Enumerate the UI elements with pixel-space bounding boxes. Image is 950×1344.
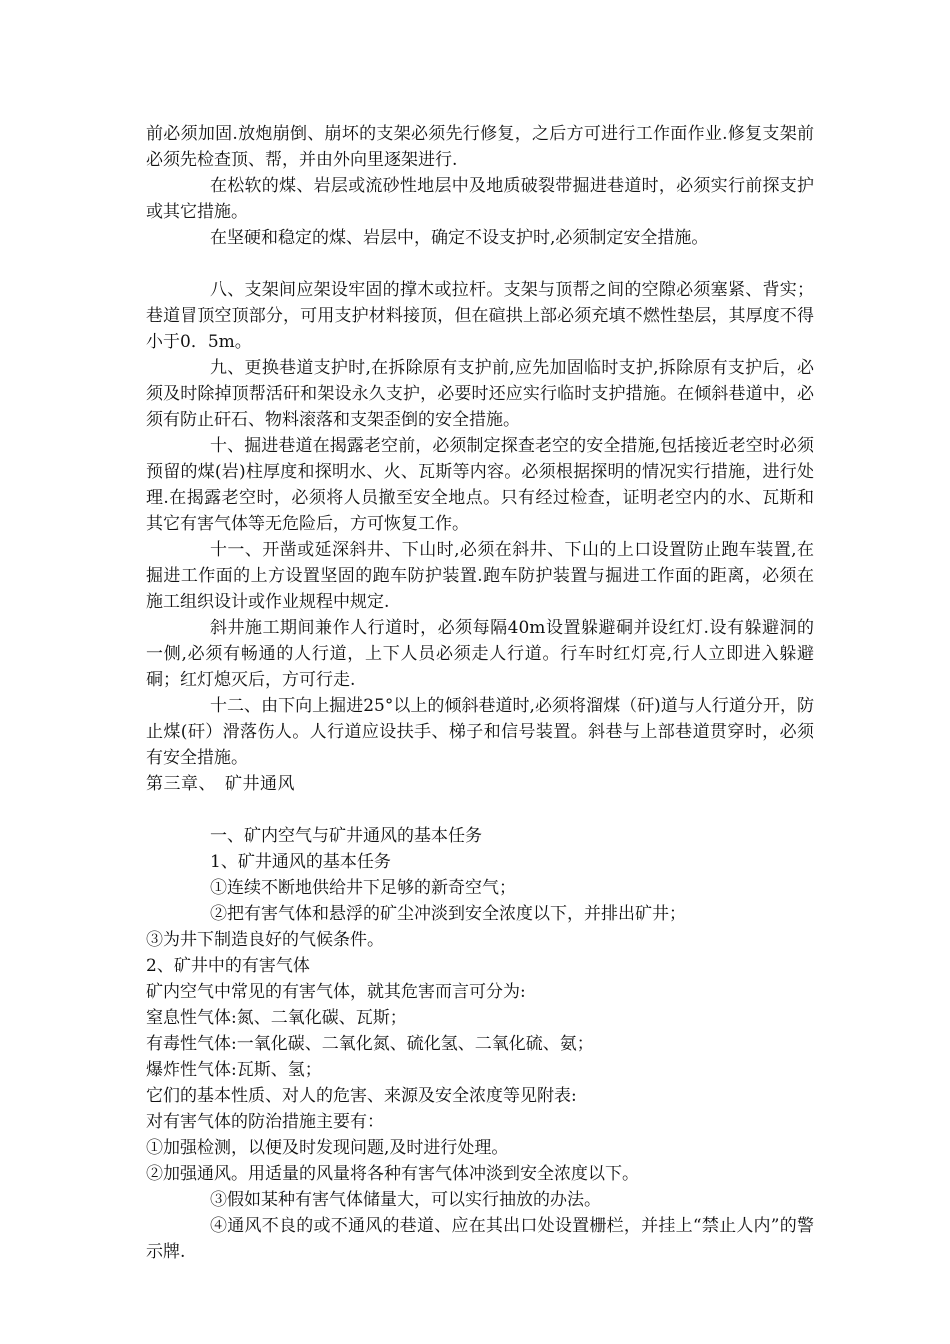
list-item: ③假如某种有害气体储量大，可以实行抽放的办法。 <box>210 1190 601 1210</box>
list-item: ①连续不断地供给井下足够的新奇空气； <box>210 878 516 898</box>
paragraph: 有毒性气体:一氧化碳、二氧化氮、硫化氢、二氧化硫、氨； <box>146 1034 594 1054</box>
blank-line <box>146 251 814 277</box>
blank-line <box>146 797 814 823</box>
paragraph: 爆炸性气体:瓦斯、氢； <box>146 1060 322 1080</box>
paragraph: 前必须加固.放炮崩倒、崩坏的支架必须先行修复，之后方可进行工作面作业.修复支架前必须先检查顶、帮，并由外向里逐架进行. <box>146 124 814 170</box>
section-heading: 一、矿内空气与矿井通风的基本任务 <box>210 826 482 846</box>
list-item: ②把有害气体和悬浮的矿尘冲淡到安全浓度以下，并排出矿井； <box>210 904 686 924</box>
chapter-heading: 第三章、 矿井通风 <box>146 774 295 794</box>
paragraph: 十、掘进巷道在揭露老空前，必须制定探查老空的安全措施,包括接近老空时必须预留的煤(岩)柱厚度和探明水、火、瓦斯等内容。必须根据探明的情况实行措施，进行处理.在揭露老空时，必须将人员撤至安全地点。只有经过检查，证明老空内的水、瓦斯和其它有害气体等无危险后，方可恢复工作。 <box>146 436 814 534</box>
list-item: ②加强通风。用适量的风量将各种有害气体冲淡到安全浓度以下。 <box>146 1164 639 1184</box>
paragraph: 在松软的煤、岩层或流砂性地层中及地质破裂带掘进巷道时，必须实行前探支护或其它措施。 <box>146 176 814 222</box>
subsection-heading: 1、矿井通风的基本任务 <box>210 852 391 872</box>
subsection-heading: 2、矿井中的有害气体 <box>146 956 310 976</box>
document-body <box>146 121 814 1265</box>
paragraph: 窒息性气体:氮、二氧化碳、瓦斯； <box>146 1008 407 1028</box>
paragraph: 九、更换巷道支护时,在拆除原有支护前,应先加固临时支护,拆除原有支护后，必须及时除掉顶帮活矸和架设永久支护，必要时还应实行临时支护措施。在倾斜巷道中，必须有防止矸石、物料滚落和支架歪倒的安全措施。 <box>146 358 814 430</box>
paragraph: 十二、由下向上掘进25°以上的倾斜巷道时,必须将溜煤（矸)道与人行道分开，防止煤(矸）滑落伤人。人行道应设扶手、梯子和信号装置。斜巷与上部巷道贯穿时，必须有安全措施。 <box>146 696 814 768</box>
list-item: ③为井下制造良好的气候条件。 <box>146 930 384 950</box>
paragraph: 十一、开凿或延深斜井、下山时,必须在斜井、下山的上口设置防止跑车装置,在掘进工作面的上方设置坚固的跑车防护装置.跑车防护装置与掘进工作面的距离，必须在施工组织设计或作业规程中规定. <box>146 540 814 612</box>
paragraph: 斜井施工期间兼作人行道时，必须每隔40m设置躲避硐并设红灯.设有躲避洞的一侧,必须有畅通的人行道，上下人员必须走人行道。行车时红灯亮,行人立即进入躲避硐；红灯熄灭后，方可行走. <box>146 618 814 690</box>
paragraph: 矿内空气中常见的有害气体，就其危害而言可分为: <box>146 982 526 1002</box>
list-item: ④通风不良的或不通风的巷道、应在其出口处设置栅栏，并挂上“禁止人内”的警示牌. <box>146 1216 814 1262</box>
paragraph: 八、支架间应架设牢固的撑木或拉杆。支架与顶帮之间的空隙必须塞紧、背实；巷道冒顶空顶部分，可用支护材料接顶，但在碹拱上部必须充填不燃性垫层，其厚度不得小于0．5m。 <box>146 280 814 352</box>
paragraph: 对有害气体的防治措施主要有： <box>146 1112 384 1132</box>
paragraph: 在坚硬和稳定的煤、岩层中，确定不设支护时,必须制定安全措施。 <box>210 228 709 248</box>
paragraph: 它们的基本性质、对人的危害、来源及安全浓度等见附表: <box>146 1086 577 1106</box>
list-item: ①加强检测，以便及时发现问题,及时进行处理。 <box>146 1138 509 1158</box>
